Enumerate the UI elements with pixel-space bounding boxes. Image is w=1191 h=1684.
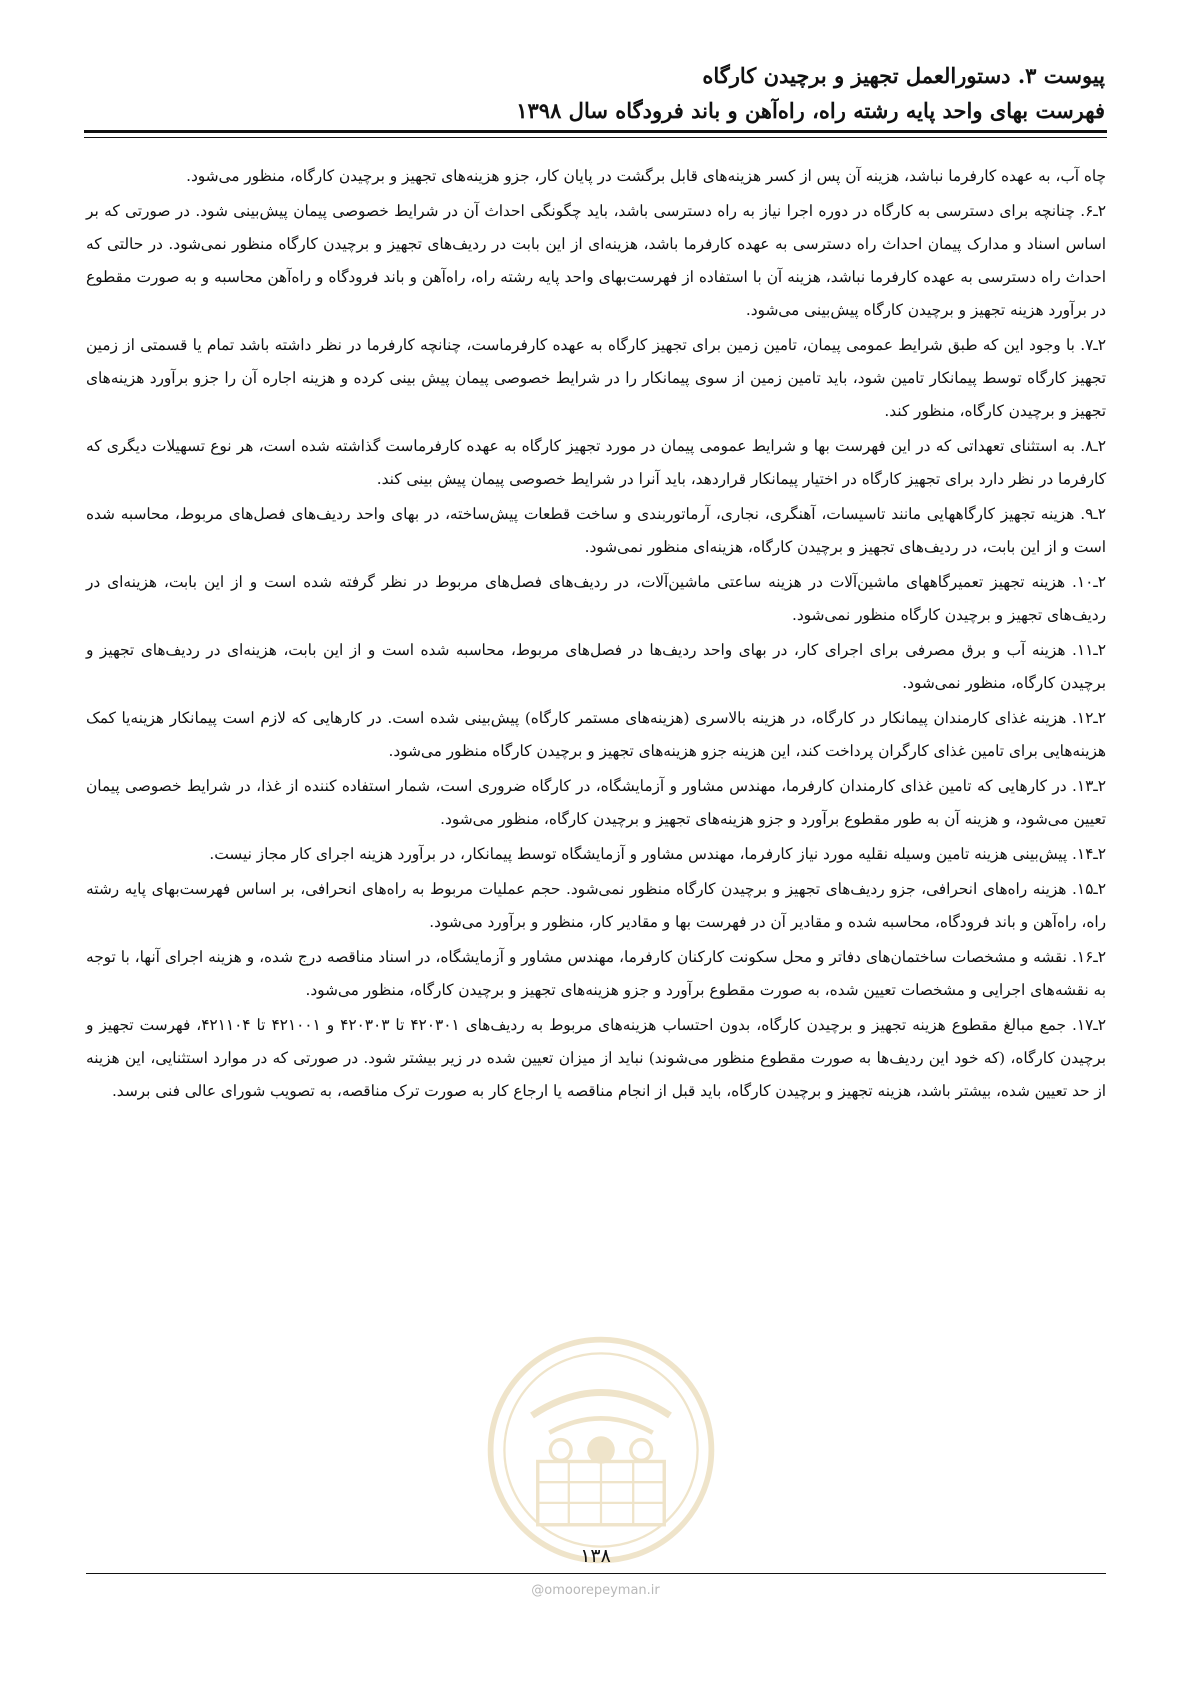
- header-rule-thin: [84, 137, 1107, 138]
- header-rule-thick: [84, 130, 1107, 133]
- paragraph: ۲ـ۹. هزینه تجهیز کارگاههایی مانند تاسیسات، آهنگری، نجاری، آرماتوربندی و ساخت قطعات پیش‌ساخته، در بهای واحد ردیف‌های فصل‌های مربوط، محاسبه شده است و از این بابت، در ردیف‌های تجهیز و برچیدن کارگاه، هزینه‌ای منظور نمی‌شود.: [86, 505, 1106, 556]
- paragraph: ۲ـ۱۱. هزینه آب و برق مصرفی برای اجرای کار، در بهای واحد ردیف‌ها در فصل‌های مربوط، محاسبه شده است و از این بابت، هزینه‌ای در ردیف‌های تجهیز و برچیدن کارگاه، منظور نمی‌شود.: [86, 641, 1106, 692]
- body-text: [86, 160, 1106, 1110]
- paragraph: ۲ـ۶. چنانچه برای دسترسی به کارگاه در دوره اجرا نیاز به راه دسترسی باشد، باید چگونگی احداث آن در شرایط خصوصی پیمان پیش‌بینی شود. در صورتی که بر اساس اسناد و مدارک پیمان احداث راه دسترسی به عهده کارفرما باشد، هزینه‌ای از این بابت در ردیف‌های تجهیز و برچیدن کارگاه منظور نمی‌شود. در حالتی که احداث راه دسترسی به عهده کارفرما نباشد، هزینه آن با استفاده از فهرست‌بهای واحد پایه رشته راه، راه‌آهن و باند فرودگاه و راه‌آهن محاسبه و به صورت مقطوع در برآورد هزینه تجهیز و برچیدن کارگاه پیش‌بینی می‌شود.: [86, 202, 1106, 319]
- header-title-line1: پیوست ۳. دستورالعمل تجهیز و برچیدن کارگاه: [702, 63, 1105, 88]
- paragraph: ۲ـ۱۶. نقشه و مشخصات ساختمان‌های دفاتر و محل سکونت کارکنان کارفرما، مهندس مشاور و آزمایشگاه، در اسناد مناقصه درج شده، و هزینه اجرای آنها، با توجه به نقشه‌های اجرایی و مشخصات تعیین شده، به صورت مقطوع برآورد و جزو هزینه‌های تجهیز و برچیدن کارگاه، منظور می‌شود.: [86, 948, 1106, 999]
- page-header: [85, 58, 1105, 128]
- footer-rule: [86, 1573, 1106, 1574]
- paragraph: ۲ـ۷. با وجود این که طبق شرایط عمومی پیمان، تامین زمین برای تجهیز کارگاه به عهده کارفرماست، چنانچه کارفرما در نظر داشته باشد تمام یا قسمتی از زمین تجهیز کارگاه توسط پیمانکار تامین شود، باید تامین زمین از سوی پیمانکار را در شرایط خصوصی پیمان پیش بینی کرده و هزینه اجاره آن را جزو برآورد هزینه‌های تجهیز و برچیدن کارگاه، منظور کند.: [86, 336, 1106, 420]
- paragraph: چاه آب، به عهده کارفرما نباشد، هزینه آن پس از کسر هزینه‌های قابل برگشت در پایان کار، جزو هزینه‌های تجهیز و برچیدن کارگاه، منظور می‌شود.: [186, 167, 1106, 185]
- watermark-seal-logo: [486, 1335, 716, 1565]
- page-number: ۱۳۸: [580, 1545, 611, 1567]
- paragraph: ۲ـ۱۰. هزینه تجهیز تعمیرگاههای ماشین‌آلات در هزینه ساعتی ماشین‌آلات، در ردیف‌های فصل‌های مربوط در نظر گرفته شده است و از این بابت، هزینه‌ای در ردیف‌های تجهیز و برچیدن کارگاه منظور نمی‌شود.: [86, 573, 1106, 624]
- paragraph: ۲ـ۱۷. جمع مبالغ مقطوع هزینه تجهیز و برچیدن کارگاه، بدون احتساب هزینه‌های مربوط به ردیف‌های ۴۲۰۳۰۱ تا ۴۲۰۳۰۳ و ۴۲۱۰۰۱ تا ۴۲۱۱۰۴، فهرست تجهیز و برچیدن کارگاه، (که خود این ردیف‌ها به صورت مقطوع منظور می‌شوند) نباید از میزان تعیین شده در زیر بیشتر شود. در صورتی که در موارد استثنایی، این هزینه از حد تعیین شده، بیشتر باشد، هزینه تجهیز و برچیدن کارگاه، باید قبل از انجام مناقصه یا ارجاع کار به صورت ترک مناقصه، به تصویب شورای عالی فنی برسد.: [86, 1016, 1106, 1100]
- paragraph: ۲ـ۱۲. هزینه غذای کارمندان پیمانکار در کارگاه، در هزینه بالاسری (هزینه‌های مستمر کارگاه) پیش‌بینی شده است. در کارهایی که لازم است پیمانکار هزینه‌یا کمک هزینه‌هایی برای تامین غذای کارگران پرداخت کند، این هزینه جزو هزینه‌های تجهیز و برچیدن کارگاه منظور می‌شود.: [86, 709, 1106, 760]
- paragraph: ۲ـ۱۳. در کارهایی که تامین غذای کارمندان کارفرما، مهندس مشاور و آزمایشگاه، در کارگاه ضروری است، شمار استفاده کننده از غذا، در شرایط خصوصی پیمان تعیین می‌شود، و هزینه آن به طور مقطوع برآورد و جزو هزینه‌های تجهیز و برچیدن کارگاه، منظور می‌شود.: [86, 777, 1106, 828]
- site-watermark-text: @omoorepeyman.ir: [531, 1583, 660, 1598]
- header-title-line2: فهرست بهای واحد پایه رشته راه، راه‌آهن و باند فرودگاه سال ۱۳۹۸: [516, 98, 1105, 123]
- paragraph: ۲ـ۸. به استثنای تعهداتی که در این فهرست بها و شرایط عمومی پیمان در مورد تجهیز کارگاه به عهده کارفرماست گذاشته شده است، هر نوع تسهیلات دیگری که کارفرما در نظر دارد برای تجهیز کارگاه در اختیار پیمانکار قراردهد، باید آنرا در شرایط خصوصی پیمان پیش بینی کند.: [86, 437, 1106, 488]
- paragraph: ۲ـ۱۴. پیش‌بینی هزینه تامین وسیله نقلیه مورد نیاز کارفرما، مهندس مشاور و آزمایشگاه توسط پیمانکار، در برآورد هزینه اجرای کار مجاز نیست.: [209, 845, 1106, 863]
- paragraph: ۲ـ۱۵. هزینه راه‌های انحرافی، جزو ردیف‌های تجهیز و برچیدن کارگاه منظور نمی‌شود. حجم عملیات مربوط به راه‌های انحرافی، بر اساس فهرست‌بهای پایه رشته راه، راه‌آهن و باند فرودگاه، محاسبه شده و مقادیر آن در فهرست بها و مقادیر کار، منظور و برآورد می‌شود.: [86, 880, 1106, 931]
